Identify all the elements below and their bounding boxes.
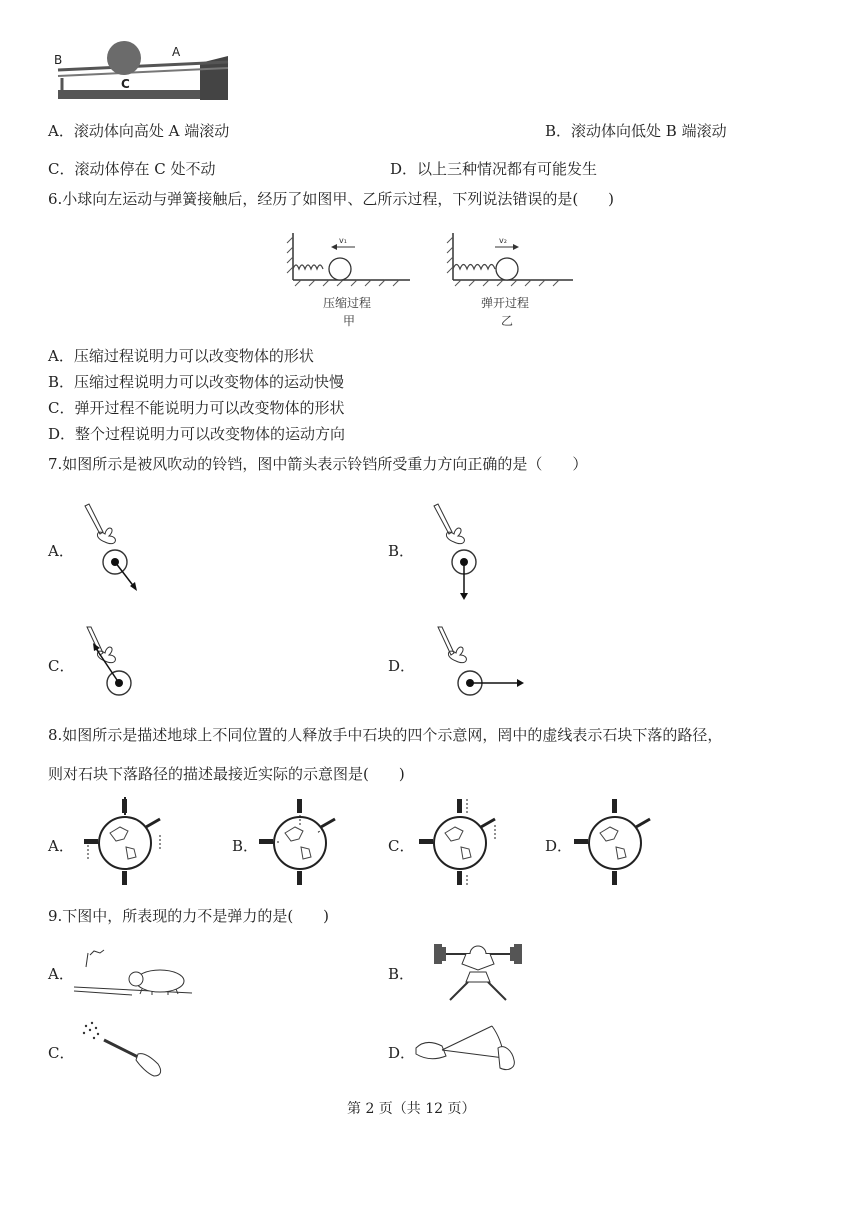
q6-v2-label: v₂ xyxy=(499,236,507,245)
q9-d-bow-figure xyxy=(412,1018,527,1078)
q7-bell-b-figure xyxy=(420,498,500,603)
q5-label-b: B xyxy=(54,53,63,67)
q9-label-d: D． xyxy=(388,1044,416,1062)
q9-label-a: A． xyxy=(48,965,74,983)
q6-right-caption: 弹开过程 xyxy=(481,296,530,310)
q8-label-c: C． xyxy=(388,837,415,855)
q6-v1-label: v₁ xyxy=(339,236,347,245)
q9-c-magnet-figure xyxy=(78,1018,173,1083)
q6-left-caption: 压缩过程 xyxy=(323,296,372,310)
q9-stem: 9.下图中，所表现的力不是弹力的是( ) xyxy=(48,907,330,925)
q8-label-b: B． xyxy=(232,837,259,855)
q5-label-a: A xyxy=(172,45,181,59)
q7-label-a: A． xyxy=(48,542,74,560)
q6-spring-figure xyxy=(285,225,585,333)
q8-earth-d-figure xyxy=(570,795,660,890)
q5-option-b: B．滚动体向低处 B 端滚动 xyxy=(545,122,727,140)
q9-label-c: C． xyxy=(48,1044,75,1062)
q6-option-a: A．压缩过程说明力可以改变物体的形状 xyxy=(48,347,314,365)
q6-left-sub: 甲 xyxy=(343,314,356,328)
q6-option-b: B．压缩过程说明力可以改变物体的运动快慢 xyxy=(48,373,345,391)
q7-bell-c-figure xyxy=(75,625,155,700)
q5-option-c: C．滚动体停在 C 处不动 xyxy=(48,160,216,178)
q6-right-sub: 乙 xyxy=(501,314,514,328)
q5-track-figure xyxy=(50,38,235,106)
q9-label-b: B． xyxy=(388,965,415,983)
q7-stem: 7.如图所示是被风吹动的铃铛，图中箭头表示铃铛所受重力方向正确的是（ ） xyxy=(48,455,588,473)
q8-stem-line2: 则对石块下落路径的描述最接近实际的示意图是( ) xyxy=(48,765,405,783)
q7-label-b: B． xyxy=(388,542,415,560)
q9-a-animal-figure xyxy=(72,945,197,1000)
q8-earth-b-figure xyxy=(255,795,345,890)
q7-label-c: C． xyxy=(48,657,75,675)
q5-option-d: D．以上三种情况都有可能发生 xyxy=(390,160,598,178)
q6-stem: 6.小球向左运动与弹簧接触后，经历了如图甲、乙所示过程，下列说法错误的是( ) xyxy=(48,190,615,208)
q7-bell-a-figure xyxy=(75,498,155,598)
q8-stem-line1: 8.如图所示是描述地球上不同位置的人释放手中石块的四个示意网，罔中的虚线表示石块下落的路径， xyxy=(48,726,723,744)
q8-label-a: A． xyxy=(48,837,74,855)
q9-b-weightlifter-figure xyxy=(428,940,528,1005)
q8-label-d: D． xyxy=(545,837,573,855)
q5-label-c: C xyxy=(121,77,130,91)
q7-bell-d-figure xyxy=(420,625,530,700)
q8-earth-a-figure xyxy=(80,795,170,890)
q6-option-d: D．整个过程说明力可以改变物体的运动方向 xyxy=(48,425,346,443)
q6-option-c: C．弹开过程不能说明力可以改变物体的形状 xyxy=(48,399,345,417)
q8-earth-c-figure xyxy=(415,795,505,890)
page-footer: 第 2 页（共 12 页） xyxy=(347,1101,476,1117)
q5-option-a: A．滚动体向高处 A 端滚动 xyxy=(48,122,230,140)
q7-label-d: D． xyxy=(388,657,416,675)
